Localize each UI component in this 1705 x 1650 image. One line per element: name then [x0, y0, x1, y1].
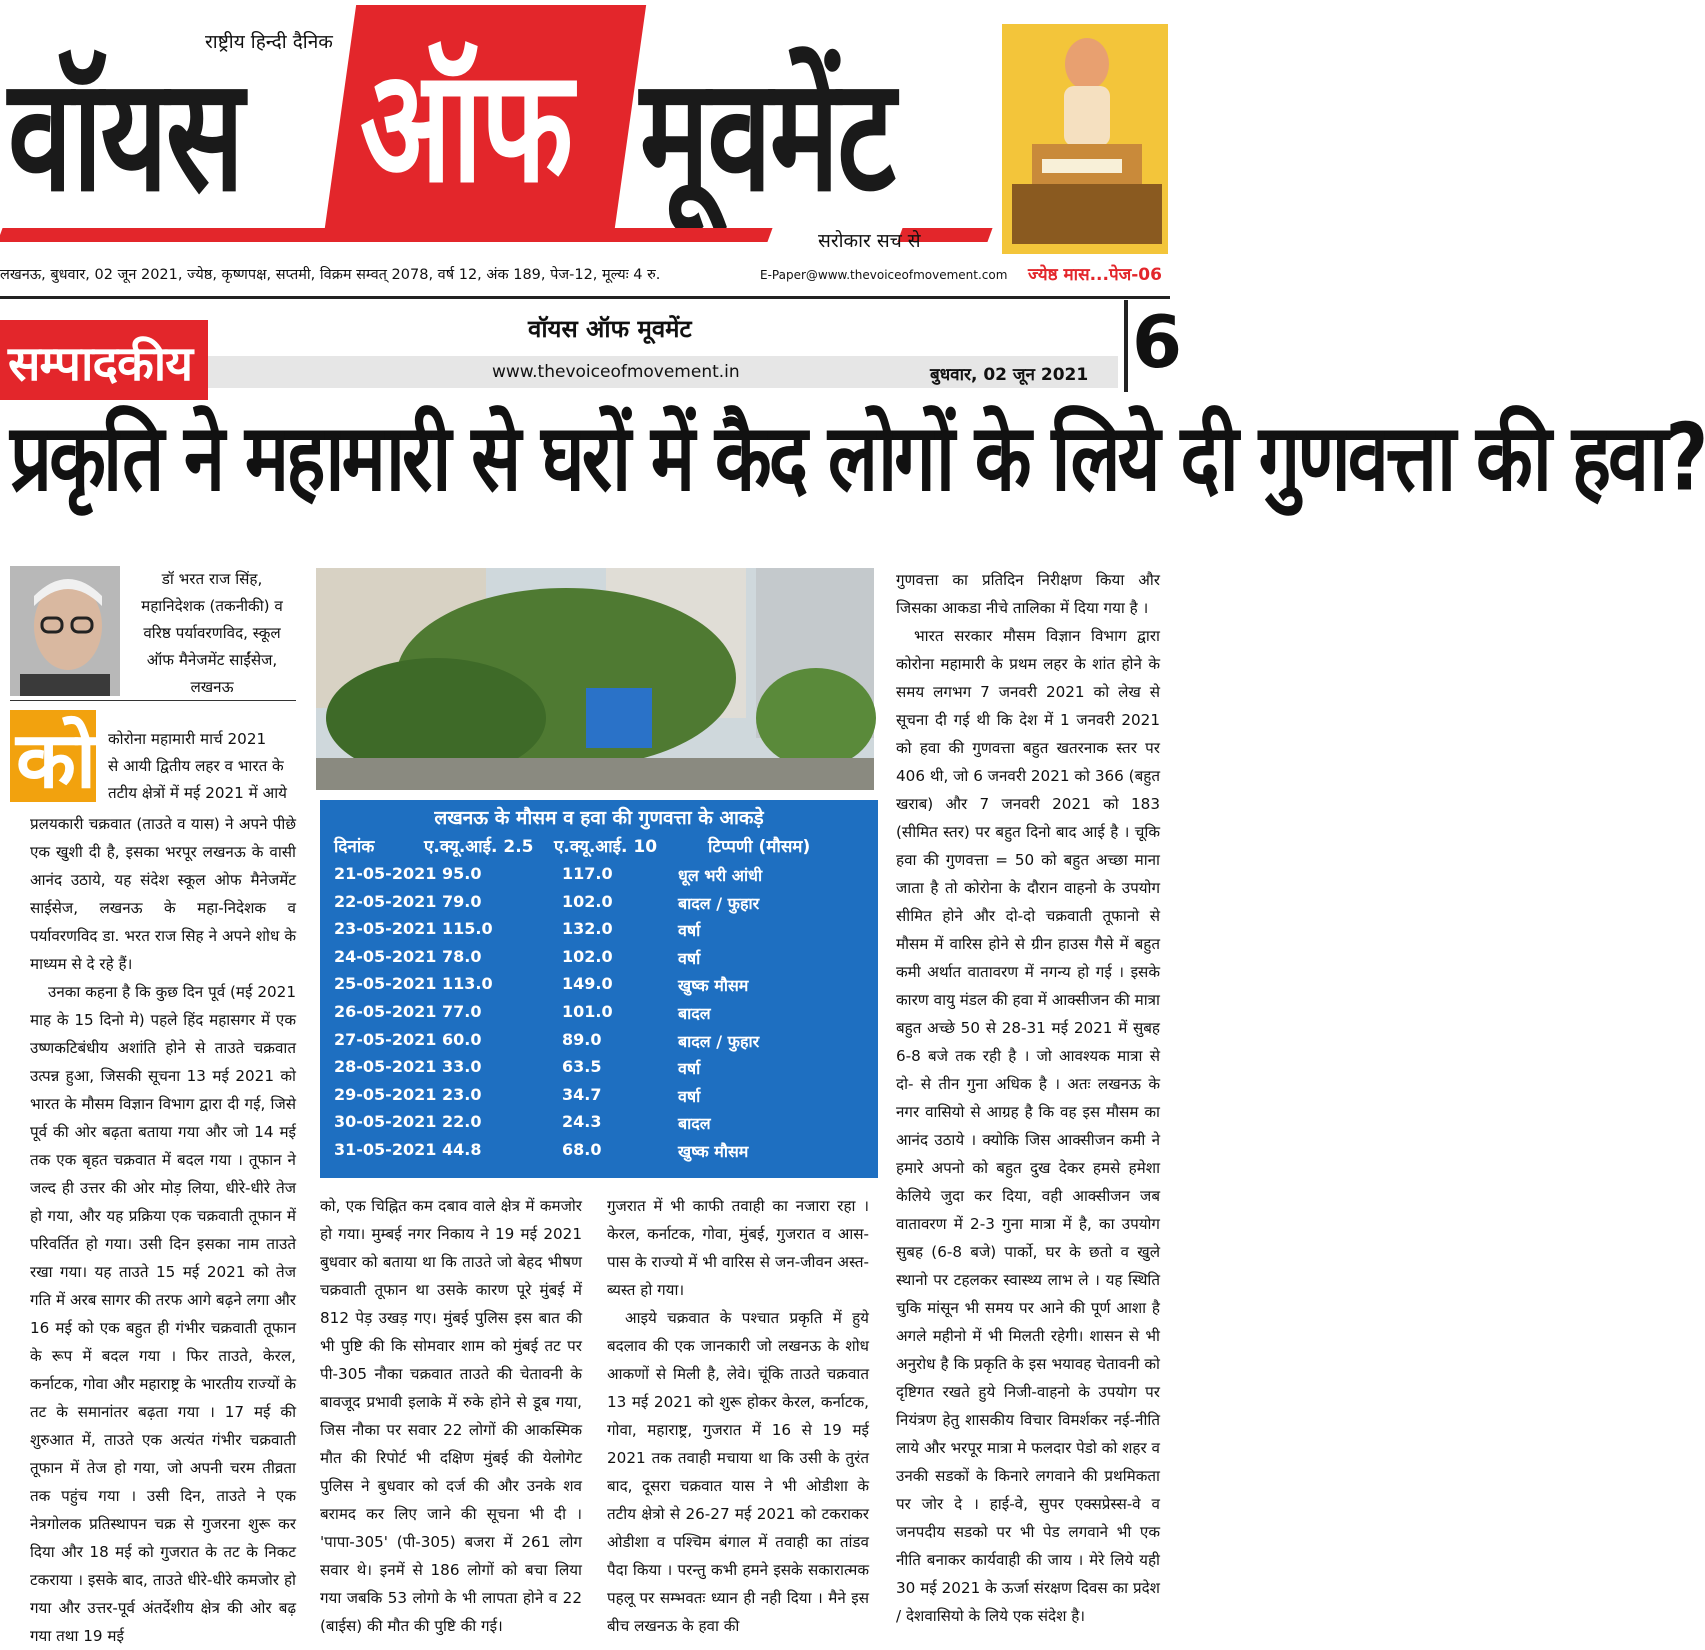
table-cell-aqi10: 63.5 [562, 1057, 602, 1077]
table-row [320, 1057, 878, 1084]
paragraph: गुणवत्ता का प्रतिदिन निरीक्षण किया और जिसका आकडा नीचे तालिका में दिया गया है । [896, 571, 1160, 617]
article-intro [108, 726, 298, 807]
paragraph: आइये चक्रवात के पश्चात प्रकृति में हुये बदलाव की एक जानकारी जो लखनऊ के शोध आकणों से मिली है, लेवे। चूंकि ताउते चक्रवात 13 मई 2021 को शुरू होकर केरल, कर्नाटक, गोवा, महाराष्ट्र, गुजरात में 16 से 19 मई 2021 तक तवाही मचाया था कि उसी के तुरंत बाद, दूसरा चक्रवात यास ने भी ओडीशा के तटीय क्षेत्रो से 26-27 मई 2021 को टकराकर ओडीशा व पश्चिम बंगाल में तवाही का तांडव पैदा किया । परन्तु कभी हमने इसके सकारात्मक पहलू पर सम्भवतः ध्यान ही नही दिया । मैने इस बीच लखनऊ के हवा की [607, 1309, 869, 1635]
author-byline [128, 566, 296, 701]
article-column-4 [896, 566, 1160, 1630]
table-header-aqi25: ए.क्यू.आई. 2.5 [424, 837, 534, 857]
intro-line: तटीय क्षेत्रों में मई 2021 में आये [108, 784, 287, 802]
masthead-rule [0, 296, 1170, 299]
paragraph: को, एक चिह्नित कम दबाव वाले क्षेत्र में कमजोर हो गया। मुम्बई नगर निकाय ने 19 मई 2021 बुधवार को बताया था कि ताउते जो बेहद भीषण चक्रवाती तूफान था उसके कारण पूरे मुंबई में 812 पेड़ उखड़ गए। मुंबई पुलिस इस बात की भी पुष्टि की कि सोमवार शाम को मुंबई तट पर पी-305 नौका चक्रवात ताउते की चेतावनी के बावजूद प्रभावी इलाके में रुके होने से डूब गया, जिस नौका पर सवार 22 लोगों की आकस्मिक मौत की रिपोर्ट भी दक्षिण मुंबई की येलोगेट पुलिस ने बुधवार को दर्ज की और उनके शव बरामद कर लिए जाने की सूचना भी दी । 'पापा-305' (पी-305) बजरा में 261 लोग सवार थे। इनमें से 186 लोगों को बचा लिया गया जबकि 53 लोगो के भी लापता होने व 22 (बाईस) की मौत की पुष्टि की गई। [320, 1197, 582, 1635]
table-row [320, 864, 878, 891]
table-row [320, 1085, 878, 1112]
drop-cap [10, 710, 97, 806]
masthead-illustration [1002, 24, 1168, 254]
section-label: सम्पादकीय [8, 336, 193, 392]
table-row [320, 974, 878, 1001]
table-cell-remark: धूल भरी आंधी [678, 866, 763, 885]
table-title: लखनऊ के मौसम व हवा की गुणवत्ता के आकड़े [434, 807, 764, 829]
byline-line: डॉ भरत राज सिंह, [161, 570, 263, 588]
table-cell-date: 22-05-2021 [334, 891, 437, 911]
table-cell-aqi25: 77.0 [442, 1002, 482, 1021]
table-cell-remark: वर्षा [678, 1086, 701, 1106]
table-cell-date: 21-05-2021 [334, 864, 437, 883]
masthead-motto: सरोकार सच से [818, 230, 921, 252]
masthead-title-part3: मूवमेंट [640, 44, 894, 227]
table-cell-remark: बादल / फुहार [678, 893, 760, 913]
table-cell-remark: बादल [678, 1004, 711, 1023]
table-cell-aqi25: 44.8 [442, 1140, 482, 1159]
table-cell-aqi10: 89.0 [562, 1029, 602, 1049]
article-column-2 [320, 1192, 582, 1640]
intro-line: से आयी द्वितीय लहर व भारत के [108, 757, 284, 775]
masthead-red-underline [0, 228, 773, 242]
table-cell-aqi25: 115.0 [442, 919, 493, 939]
table-cell-aqi25: 22.0 [442, 1112, 482, 1132]
byline-rule [10, 700, 296, 701]
table-row [320, 892, 878, 919]
air-quality-table [320, 800, 878, 1178]
article-headline: प्रकृति ने महामारी से घरों में कैद लोगों के लिये दी गुणवत्ता की हवा? [10, 404, 1705, 512]
table-cell-date: 25-05-2021 [334, 974, 437, 994]
table-cell-remark: खुष्क मौसम [678, 976, 749, 996]
table-cell-date: 31-05-2021 [334, 1140, 437, 1159]
table-cell-aqi10: 149.0 [562, 974, 613, 994]
table-cell-remark: खुष्क मौसम [678, 1142, 749, 1161]
table-cell-date: 30-05-2021 [334, 1112, 437, 1132]
byline-line: महानिदेशक (तकनीकी) व [141, 597, 283, 615]
table-row [320, 1030, 878, 1057]
table-header-date: दिनांक [334, 837, 375, 857]
byline-line: वरिष्ठ पर्यावरणविद, स्कूल [143, 624, 281, 642]
masthead-tagline: राष्ट्रीय हिन्दी दैनिक [205, 31, 333, 53]
table-cell-aqi25: 60.0 [442, 1029, 482, 1049]
table-cell-aqi10: 34.7 [562, 1084, 602, 1104]
section-label-box [0, 320, 208, 400]
byline-line: ऑफ मैनेजमेंट साईंसेज, [146, 651, 278, 669]
table-cell-aqi25: 113.0 [442, 974, 493, 994]
table-cell-aqi10: 101.0 [562, 1002, 613, 1021]
table-header-remark: टिप्पणी (मौसम) [708, 837, 811, 857]
month-note: ज्येष्ठ मास...पेज-06 [1028, 265, 1162, 285]
paragraph: भारत सरकार मौसम विज्ञान विभाग द्वारा कोरोना महामारी के प्रथम लहर के शांत होने के समय लगभग 7 जनवरी 2021 को लेख से सूचना दी गई थी कि देश में 1 जनवरी 2021 को हवा की गुणवत्ता बहुत खतरनाक स्तर पर 406 थी, जो 6 जनवरी 2021 को 366 (बहुत खराब) और 7 जनवरी 2021 को 183 (सीमित स्तर) पर बहुत दिनो बाद आई है । चूकि हवा की गुणवत्ता = 50 को बहुत अच्छा माना जाता है तो कोरोना के दौरान वाहनो के उपयोग सीमित होने और दो-दो चक्रवाती तूफानो से मौसम में वारिस होने से ग्रीन हाउस गैसे में बहुत कमी अर्थात वातावरण में नगन्य हो गई । इसके कारण वायु मंडल की हवा में आक्सीजन की मात्रा बहुत अच्छे 50 से 28-31 मई 2021 में सुबह 6-8 बजे तक रही है । जो आवश्यक मात्रा से दो- से तीन गुना अधिक है । अतः लखनऊ के नगर वासियो से आग्रह है कि वह इस मौसम का आनंद उठाये । क्योकि जिस आक्सीजन कमी ने हमारे अपनो को बहुत दुख देकर हमसे हमेशा केलिये जुदा कर दिया, वही आक्सीजन जब वातावरण में 2-3 गुना मात्रा में है, का उपयोग सुबह (6-8 बजे) पार्को, घर के छतो व खुले स्थानो पर टहलकर स्वास्थ्य लाभ ले । यह स्थिति चुकि मांसून भी समय पर आने की पूर्ण आशा है अगले महीनो में भी मिलती रहेगी। शासन से भी अनुरोध है कि प्रकृति के इस भयावह चेतावनी को दृष्टिगत रखते हुये निजी-वाहनो के उपयोग पर नियंत्रण हेतु शासकीय विचार विमर्शकर नई-नीति लाये और भरपूर मात्रा मे फलदार पेडो को शहर व उनकी सडकों के किनारे लगवाने की प्रथमिकता पर जोर दे । हाई-वे, सुपर एक्सप्रेस्स-वे व जनपदीय सडको पर भी पेड लगवाने भी एक नीति बनाकर कार्यवाही की जाय । मेरे लिये यही 30 मई 2021 के ऊर्जा संरक्षण दिवस का प्रदेश / देशवासियो के लिये एक संदेश है। [896, 627, 1160, 1625]
table-cell-aqi10: 24.3 [562, 1112, 602, 1132]
table-cell-aqi25: 95.0 [442, 864, 482, 883]
table-cell-aqi10: 68.0 [562, 1140, 602, 1159]
byline-line: लखनऊ [190, 678, 234, 696]
table-cell-date: 28-05-2021 [334, 1057, 437, 1077]
table-cell-aqi25: 78.0 [442, 946, 482, 966]
paragraph: उनका कहना है कि कुछ दिन पूर्व (मई 2021 माह के 15 दिनो मे) पहले हिंद महासगर में एक उष्णकटिबंधीय अशांति होने से ताउते चक्रवात उत्पन्न हुआ, जिसकी सूचना 13 मई 2021 को भारत के मौसम विज्ञान विभाग द्वारा दी गई, जिसे पूर्व की ओर बढ़ता बताया गया और जो 14 मई तक एक बृहत चक्रवात में बदल गया । तूफान ने जल्द ही उत्तर की ओर मोड़ लिया, धीरे-धीरे तेज हो गया, और यह प्रक्रिया एक चक्रवाती तूफान में परिवर्तित हो गया। उसी दिन इसका नाम ताउते रखा गया। यह ताउते 15 मई 2021 को तेज गति में अरब सागर की तरफ आगे बढ़ने लगा और 16 मई को एक बहुत ही गंभीर चक्रवाती तूफान के रूप में बदल गया । फिर ताउते, केरल, कर्नाटक, गोवा और महाराष्ट्र के भारतीय राज्यों के तट के समानांतर बढ़ता गया । 17 मई की शुरुआत में, ताउते एक अत्यंत गंभीर चक्रवाती तूफान में तेज हो गया, जो अपनी चरम तीव्रता तक पहुंच गया । उसी दिन, ताउते ने एक नेत्रगोलक प्रतिस्थापन चक्र से गुजरना शुरू कर दिया और 18 मई को गुजरात के तट के निकट टकराया । इसके बाद, ताउते धीरे-धीरे कमजोर हो गया और उत्तर-पूर्व अंतर्देशीय क्षेत्र की ओर बढ़ गया तथा 19 मई [30, 983, 296, 1645]
table-cell-date: 24-05-2021 [334, 946, 437, 966]
epaper-address: E-Paper@www.thevoiceofmovement.com [760, 268, 1008, 282]
table-row [320, 1140, 878, 1167]
page-date: बुधवार, 02 जून 2021 [930, 365, 1089, 385]
table-row [320, 1002, 878, 1029]
paragraph: गुजरात में भी काफी तवाही का नजारा रहा । केरल, कर्नाटक, गोवा, मुंबई, गुजरात व आस-पास के राज्यो में भी वारिस से जन-जीवन अस्त-ब्यस्त हो गया। [607, 1197, 869, 1299]
website-url: www.thevoiceofmovement.in [492, 362, 740, 382]
table-cell-date: 23-05-2021 [334, 919, 437, 939]
page-number: 6 [1132, 300, 1183, 384]
publication-name: वॉयस ऑफ मूवमेंट [528, 315, 692, 343]
author-photo [10, 566, 120, 696]
masthead [0, 0, 1170, 300]
article-column-1 [30, 810, 296, 1650]
masthead-dateline: लखनऊ, बुधवार, 02 जून 2021, ज्येष्ठ, कृष्णपक्ष, सप्तमी, विक्रम सम्वत् 2078, वर्ष 12, अंक 189, पेज-12, मूल्यः 4 रु. [0, 267, 661, 283]
table-cell-aqi25: 23.0 [442, 1084, 482, 1104]
page-number-divider [1124, 300, 1128, 392]
table-cell-aqi25: 79.0 [442, 891, 482, 911]
table-cell-remark: वर्षा [678, 1059, 701, 1079]
table-cell-remark: बादल / फुहार [678, 1031, 760, 1051]
table-cell-aqi25: 33.0 [442, 1057, 482, 1077]
table-row [320, 947, 878, 974]
table-cell-date: 29-05-2021 [334, 1084, 437, 1104]
table-cell-remark: वर्षा [678, 921, 701, 941]
masthead-title-part2: ऑफ [360, 37, 572, 218]
table-row [320, 1112, 878, 1139]
article-column-3 [607, 1192, 869, 1640]
table-cell-aqi10: 102.0 [562, 891, 613, 911]
table-cell-aqi10: 132.0 [562, 919, 613, 939]
table-cell-aqi10: 102.0 [562, 946, 613, 966]
intro-line: कोरोना महामारी मार्च 2021 [108, 730, 267, 748]
table-cell-remark: वर्षा [678, 948, 701, 968]
table-row [320, 919, 878, 946]
table-cell-date: 27-05-2021 [334, 1029, 437, 1049]
table-cell-aqi10: 117.0 [562, 864, 613, 883]
paragraph: प्रलयकारी चक्रवात (ताउते व यास) ने अपने पीछे एक खुशी दी है, इसका भरपूर लखनऊ के वासी आनंद उठाये, यह संदेश स्कूल ओफ मैनेजमेंट साईसेज, लखनऊ के महा-निदेशक व पर्यावरणविद डा. भरत राज सिह ने अपने शोध के माध्यम से दे रहे हैं। [30, 815, 296, 973]
drop-cap-text: को [16, 716, 97, 806]
article-photo [316, 568, 874, 790]
table-cell-date: 26-05-2021 [334, 1002, 437, 1021]
table-cell-remark: बादल [678, 1114, 711, 1134]
masthead-title-part1: वॉयस [8, 44, 243, 227]
table-header-aqi10: ए.क्यू.आई. 10 [554, 837, 658, 857]
